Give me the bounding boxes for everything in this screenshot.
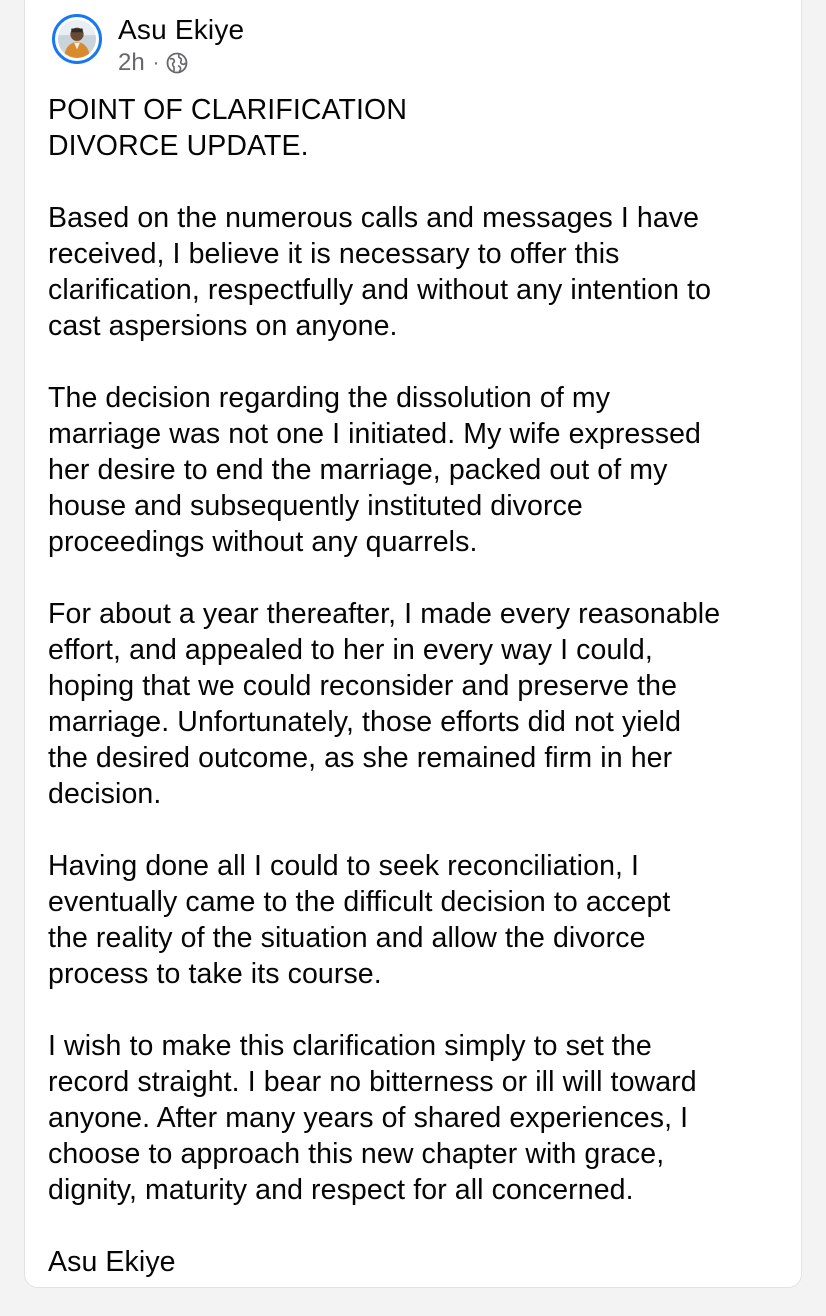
post-signature	[48, 1244, 788, 1280]
text-line: I wish to make this clarification simply to set the	[48, 1030, 652, 1062]
text-line: cast aspersions on anyone.	[48, 310, 398, 342]
text-line: marriage. Unfortunately, those efforts did not yield	[48, 706, 682, 738]
post-paragraph	[48, 596, 788, 812]
text-line: proceedings without any quarrels.	[48, 526, 478, 558]
text-line: eventually came to the difficult decision to accept	[48, 886, 671, 918]
avatar[interactable]	[52, 14, 102, 64]
text-line: Based on the numerous calls and messages I have	[48, 202, 700, 234]
text-line: process to take its course.	[48, 958, 382, 990]
text-line: For about a year thereafter, I made every reasonable	[48, 598, 721, 630]
text-line: DIVORCE UPDATE.	[48, 130, 309, 162]
text-line: marriage was not one I initiated. My wife expressed	[48, 418, 701, 450]
post-timestamp[interactable]: 2h	[118, 49, 145, 76]
text-line: The decision regarding the dissolution of my	[48, 382, 611, 414]
text-line: choose to approach this new chapter with grace,	[48, 1138, 665, 1170]
text-line: Having done all I could to seek reconciliation, I	[48, 850, 640, 882]
text-line: effort, and appealed to her in every way I could,	[48, 634, 653, 666]
post-paragraph	[48, 848, 788, 992]
text-line: decision.	[48, 778, 162, 810]
post-paragraph	[48, 380, 788, 560]
post-header	[52, 14, 244, 76]
text-line: dignity, maturity and respect for all concerned.	[48, 1174, 634, 1206]
text-line: the reality of the situation and allow the divorce	[48, 922, 646, 954]
avatar-photo	[58, 20, 96, 58]
text-line: POINT OF CLARIFICATION	[48, 94, 408, 126]
post-heading	[48, 92, 788, 164]
text-line: her desire to end the marriage, packed out of my	[48, 454, 668, 486]
text-line: received, I believe it is necessary to offer this	[48, 238, 620, 270]
post-text	[48, 92, 788, 1316]
text-line: Asu Ekiye	[48, 1246, 176, 1278]
post-paragraph	[48, 1028, 788, 1208]
post-paragraph	[48, 200, 788, 344]
text-line: house and subsequently instituted divorce	[48, 490, 583, 522]
author-name[interactable]: Asu Ekiye	[118, 14, 245, 45]
text-line: record straight. I bear no bitterness or ill will toward	[48, 1066, 697, 1098]
globe-icon[interactable]	[165, 51, 189, 75]
text-line: the desired outcome, as she remained firm in her	[48, 742, 673, 774]
text-line: hoping that we could reconsider and preserve the	[48, 670, 678, 702]
meta-separator: ·	[152, 52, 160, 74]
text-line: anyone. After many years of shared experiences, I	[48, 1102, 689, 1134]
text-line: clarification, respectfully and without any intention to	[48, 274, 712, 306]
